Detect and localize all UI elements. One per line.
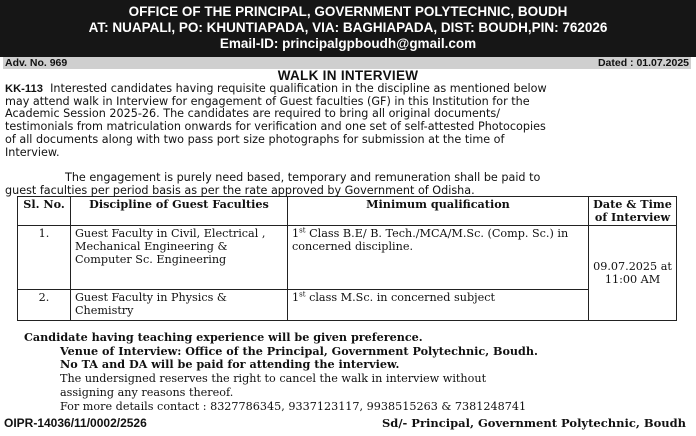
office-name: OFFICE OF THE PRINCIPAL, GOVERNMENT POLYTECHNIC, BOUDH: [128, 4, 568, 19]
office-address: AT: NUAPALI, PO: KHUNTIAPADA, VIA: BAGHIAPADA, DIST: BOUDH,PIN: 762026: [88, 20, 608, 35]
venue-note: Venue of Interview: Office of the Principal, Government Polytechnic, Boudh.: [60, 343, 538, 358]
notice-title: WALK IN INTERVIEW: [277, 68, 419, 83]
reserve-note: assigning any reasons thereof.: [60, 385, 234, 399]
reserve-note: The undersigned reserves the right to cancel the walk in interview without: [60, 372, 487, 386]
column-header: Minimum qualification: [288, 197, 589, 226]
contact-note: For more details contact : 8327786345, 9337123117, 9938515263 & 7381248741: [60, 399, 527, 413]
office-email: Email-ID: principalgpboudh@gmail.com: [219, 36, 477, 51]
engagement-paragraph: The engagement is purely need based, temporary and remuneration shall be paid to guest faculties per period basis as per the rate approved by Government of Odisha.: [5, 171, 541, 197]
preference-note: Candidate having teaching experience will be given preference.: [24, 330, 423, 344]
oipr-number: OIPR-14036/11/0002/2526: [4, 416, 147, 430]
vacancy-table: [17, 196, 677, 321]
table-row: [18, 290, 677, 321]
notice-footer: [0, 331, 538, 413]
interview-datetime: 09.07.2025 at 11:00 AM: [589, 226, 677, 321]
intro-paragraph: KK-113 Interested candidates having requisite qualification in the discipline as mentioned below may attend walk in Interview for engagement of Guest faculties (GF) in this Institution for the Academic Session 2025-26. The candidates are required to bring all original documents/ testimonials from matriculation onwards for verification and one set of self-attested Photocopies of all documents along with two pass port size photographs for submission at the time of Interview.: [5, 82, 547, 159]
column-header: Date & Time of Interview: [589, 197, 677, 226]
serial-number: 2.: [18, 290, 71, 321]
column-header: Sl. No.: [18, 197, 71, 226]
ta-da-note: No TA and DA will be paid for attending the interview.: [60, 357, 400, 372]
table-header-row: [18, 197, 677, 226]
office-header: [0, 0, 696, 57]
qualification-cell: 1st class M.Sc. in concerned subject: [288, 290, 589, 321]
advertisement-date: Dated : 01.07.2025: [597, 57, 689, 69]
signature: Sd/- Principal, Government Polytechnic, Boudh: [381, 416, 686, 430]
discipline-cell: Guest Faculty in Physics & Chemistry: [71, 290, 288, 321]
discipline-cell: Guest Faculty in Civil, Electrical , Mechanical Engineering & Computer Sc. Engineering: [71, 226, 288, 290]
reference-code: KK-113: [5, 83, 43, 95]
column-header: Discipline of Guest Faculties: [71, 197, 288, 226]
table-row: [18, 226, 677, 290]
serial-number: 1.: [18, 226, 71, 290]
qualification-cell: 1st Class B.E/ B. Tech./MCA/M.Sc. (Comp. Sc.) in concerned discipline.: [288, 226, 589, 290]
advertisement-number: Adv. No. 969: [5, 57, 68, 69]
